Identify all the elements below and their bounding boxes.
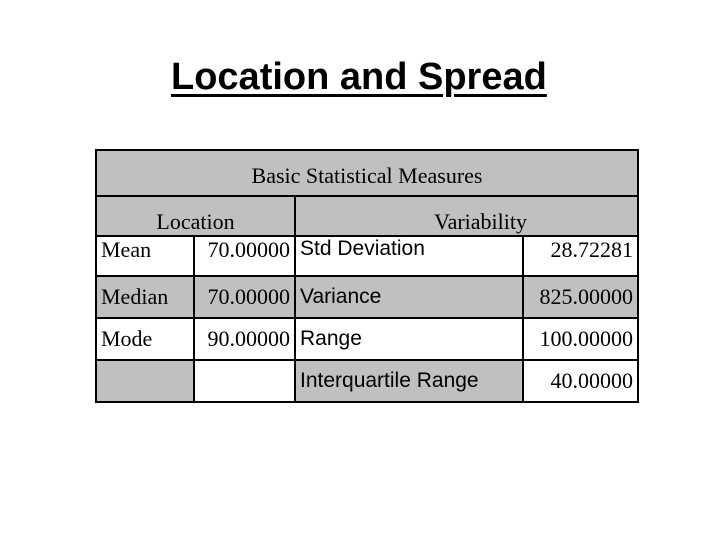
table-row	[96, 276, 638, 318]
var-label-cell: Range	[295, 318, 523, 360]
loc-value-cell: 70.00000	[194, 276, 295, 318]
table-row	[96, 318, 638, 360]
variability-header: Variability	[295, 196, 638, 236]
var-value-cell: 825.00000	[523, 276, 638, 318]
table-caption: Basic Statistical Measures	[96, 150, 638, 196]
var-value-cell: 28.72281	[523, 236, 638, 276]
var-label-cell: Variance	[295, 276, 523, 318]
loc-value-cell: 70.00000	[194, 236, 295, 276]
table-row	[96, 360, 638, 402]
var-label-cell: Std Deviation	[295, 236, 523, 276]
loc-label-cell: Mode	[96, 318, 194, 360]
loc-label-cell	[96, 360, 194, 402]
loc-label-cell: Mean	[96, 236, 194, 276]
var-value-cell: 40.00000	[523, 360, 638, 402]
loc-value-cell: 90.00000	[194, 318, 295, 360]
loc-value-cell	[194, 360, 295, 402]
table-row	[96, 236, 638, 276]
location-header: Location	[96, 196, 295, 236]
page-title: Location and Spread	[171, 56, 547, 98]
var-label-cell: Interquartile Range	[295, 360, 523, 402]
var-value-cell: 100.00000	[523, 318, 638, 360]
basic-statistical-measures-table	[95, 149, 639, 403]
loc-label-cell: Median	[96, 276, 194, 318]
